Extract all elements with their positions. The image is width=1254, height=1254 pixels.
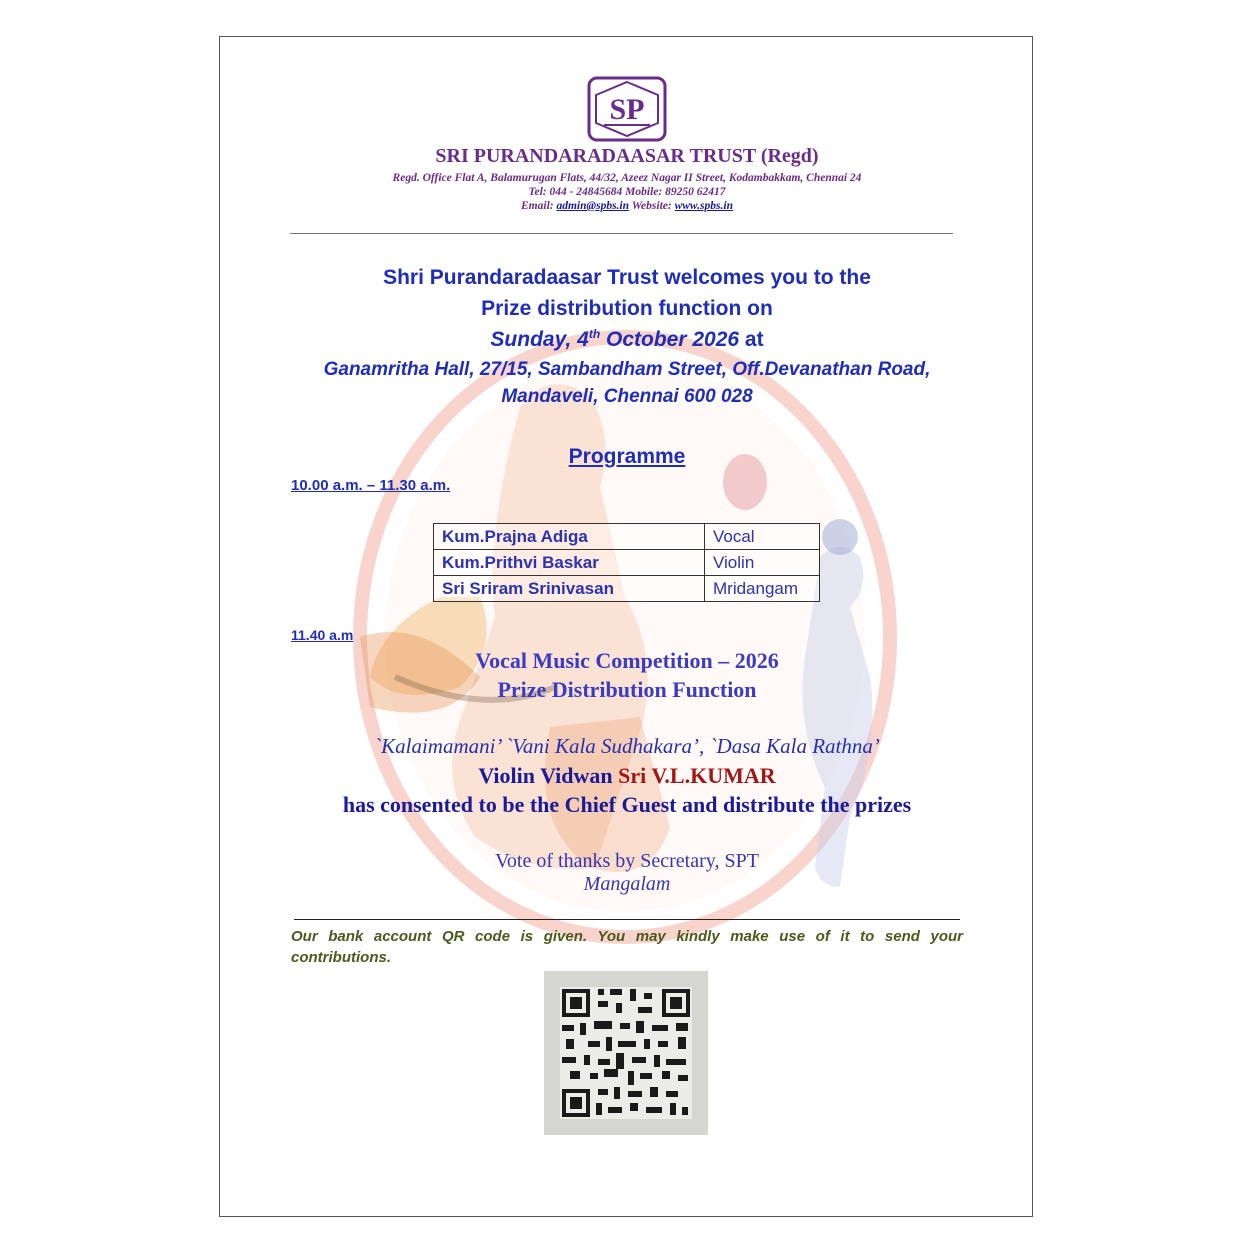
slot-2-time: 11.40 a.m bbox=[291, 627, 354, 643]
table-row bbox=[434, 550, 820, 576]
date-month-year: October 2026 bbox=[600, 328, 740, 351]
chief-guest-line bbox=[220, 763, 1033, 789]
chief-guest-name: Sri V.L.KUMAR bbox=[618, 763, 776, 788]
consent-line: has consented to be the Chief Guest and distribute the prizes bbox=[342, 792, 912, 817]
trust-address: Regd. Office Flat A, Balamurugan Flats, 44/32, Azeez Nagar II Street, Kodambakkam, Chennai 24 bbox=[392, 172, 862, 184]
slot-1-time: 10.00 a.m. – 11.30 a.m. bbox=[291, 477, 451, 494]
event-date bbox=[220, 327, 1033, 352]
svg-text:SP: SP bbox=[609, 93, 645, 126]
qr-code-icon[interactable] bbox=[544, 971, 708, 1135]
performer-name: Kum.Prithvi Baskar bbox=[434, 550, 705, 576]
table-row bbox=[434, 524, 820, 550]
trust-contact-line bbox=[220, 200, 1033, 212]
date-suffix-sup: th bbox=[588, 327, 601, 341]
mangalam: Mangalam bbox=[583, 873, 671, 895]
trust-name: SRI PURANDARADAASAR TRUST (Regd) bbox=[435, 145, 819, 167]
vidwan-prefix: Violin Vidwan bbox=[478, 763, 619, 788]
date-at: at bbox=[739, 328, 764, 351]
email-label: Email: bbox=[521, 200, 554, 212]
venue-line-1: Ganamritha Hall, 27/15, Sambandham Street, Off.Devanathan Road, bbox=[323, 359, 931, 380]
invitation-page bbox=[219, 36, 1033, 1217]
table-row bbox=[434, 576, 820, 602]
website-label: Website: bbox=[631, 200, 672, 212]
chief-guest-titles: `Kalaimamani’ `Vani Kala Sudhakara’, `Dasa Kala Rathna’ bbox=[374, 734, 880, 758]
performer-role: Vocal bbox=[705, 524, 820, 550]
performer-name: Kum.Prajna Adiga bbox=[434, 524, 705, 550]
venue-line-2: Mandaveli, Chennai 600 028 bbox=[501, 386, 753, 407]
header-divider bbox=[290, 233, 953, 234]
performer-role: Mridangam bbox=[705, 576, 820, 602]
footer-divider bbox=[294, 919, 960, 920]
programme-heading: Programme bbox=[568, 445, 686, 468]
performer-role: Violin bbox=[705, 550, 820, 576]
vote-of-thanks: Vote of thanks by Secretary, SPT bbox=[495, 850, 759, 872]
competition-line-2: Prize Distribution Function bbox=[497, 677, 757, 702]
email-link[interactable]: admin@spbs.in bbox=[556, 200, 630, 212]
welcome-line-1: Shri Purandaradaasar Trust welcomes you to the bbox=[383, 266, 871, 289]
welcome-line-2: Prize distribution function on bbox=[481, 297, 773, 320]
website-link[interactable]: www.spbs.in bbox=[674, 200, 733, 212]
trust-phone: Tel: 044 - 24845684 Mobile: 89250 62417 bbox=[528, 186, 726, 198]
competition-line-1: Vocal Music Competition – 2026 bbox=[475, 648, 779, 673]
performer-name: Sri Sriram Srinivasan bbox=[434, 576, 705, 602]
performers-table bbox=[433, 523, 820, 602]
spt-logo-icon bbox=[586, 75, 668, 143]
date-prefix: Sunday, 4 bbox=[490, 328, 589, 351]
bank-note: Our bank account QR code is given. You may kindly make use of it to send your contributions. bbox=[291, 928, 963, 966]
